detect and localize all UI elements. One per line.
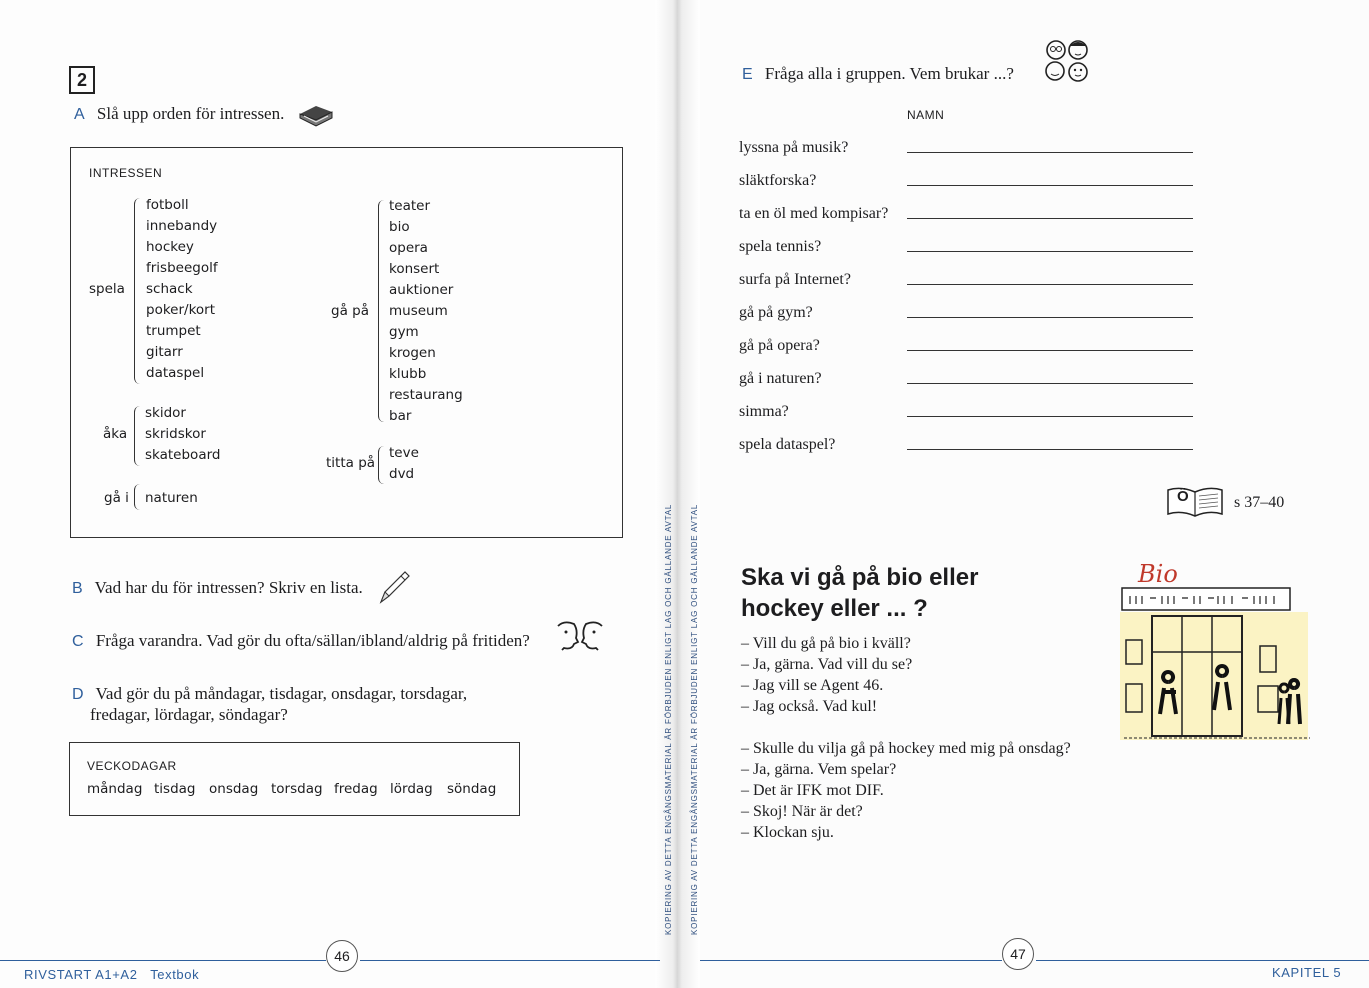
weekday-item: onsdag bbox=[209, 781, 259, 797]
task-d-line2: fredagar, lördagar, söndagar? bbox=[90, 705, 288, 724]
dialog-line: – Jag vill se Agent 46. bbox=[741, 677, 884, 694]
task-b bbox=[72, 578, 363, 598]
footer-chapter: KAPITEL 5 bbox=[1272, 965, 1342, 980]
copyright-notice-right: KOPIERING AV DETTA ENGÅNGSMATERIAL ÄR FÖRBJUDEN ENLIGT LAG OCH GÄLLANDE AVTAL bbox=[690, 503, 699, 935]
answer-line bbox=[907, 185, 1193, 186]
two-faces-talking-icon bbox=[554, 620, 606, 654]
dialog-line: – Ja, gärna. Vem spelar? bbox=[741, 761, 897, 778]
brace-ga-i bbox=[134, 484, 140, 510]
interest-item: konsert bbox=[389, 261, 440, 277]
answer-line bbox=[907, 251, 1193, 252]
task-e bbox=[742, 64, 1014, 84]
question-item: gå på opera? bbox=[739, 337, 820, 354]
task-d-line1: Vad gör du på måndagar, tisdagar, onsdagar, torsdagar, bbox=[95, 684, 468, 703]
open-book-icon bbox=[1166, 486, 1224, 518]
answer-line bbox=[907, 152, 1193, 153]
verb-ga-pa: gå på bbox=[331, 303, 369, 319]
task-a-letter: A bbox=[74, 106, 85, 123]
weekdays-heading: VECKODAGAR bbox=[87, 759, 177, 773]
brace-aka bbox=[134, 406, 141, 466]
question-item: simma? bbox=[739, 403, 789, 420]
dialog-line: – Jag också. Vad kul! bbox=[741, 698, 878, 715]
task-a bbox=[74, 104, 284, 124]
footer-line-right-b bbox=[1036, 960, 1369, 961]
weekday-item: lördag bbox=[390, 781, 433, 797]
footer-line-right-a bbox=[700, 960, 1002, 961]
interest-item: restaurang bbox=[389, 387, 463, 403]
dictionary-book-icon bbox=[298, 102, 334, 128]
weekdays-box bbox=[69, 742, 520, 816]
interest-item: schack bbox=[146, 281, 193, 297]
verb-aka: åka bbox=[103, 426, 128, 442]
interest-item: gitarr bbox=[146, 344, 183, 360]
interest-item: skateboard bbox=[145, 447, 221, 463]
question-item: lyssna på musik? bbox=[739, 139, 849, 156]
group-faces-icon bbox=[1042, 38, 1092, 84]
dialog-line: – Vill du gå på bio i kväll? bbox=[741, 635, 911, 652]
task-d-letter: D bbox=[72, 686, 84, 703]
interest-item: museum bbox=[389, 303, 448, 319]
task-d bbox=[72, 684, 467, 704]
interest-item: frisbeegolf bbox=[146, 260, 218, 276]
interest-item: auktioner bbox=[389, 282, 454, 298]
interest-item: bio bbox=[389, 219, 410, 235]
dialog-line: – Ja, gärna. Vad vill du se? bbox=[741, 656, 913, 673]
verb-titta-pa: titta på bbox=[326, 455, 376, 471]
answer-line bbox=[907, 218, 1193, 219]
question-item: gå på gym? bbox=[739, 304, 813, 321]
task-c bbox=[72, 631, 530, 651]
weekday-item: tisdag bbox=[154, 781, 196, 797]
interest-item: trumpet bbox=[146, 323, 201, 339]
task-c-text: Fråga varandra. Vad gör du ofta/sällan/ibland/aldrig på fritiden? bbox=[95, 631, 530, 650]
interest-item: skidor bbox=[145, 405, 186, 421]
interest-item: teater bbox=[389, 198, 431, 214]
verb-spela: spela bbox=[89, 281, 125, 297]
interest-item: skridskor bbox=[145, 426, 206, 442]
weekday-item: måndag bbox=[87, 781, 143, 797]
interests-heading: INTRESSEN bbox=[89, 166, 163, 180]
dialog-title-line1: Ska vi gå på bio eller bbox=[741, 564, 979, 591]
brace-ga-pa bbox=[378, 200, 385, 422]
footer-book-title bbox=[24, 967, 199, 982]
answer-line bbox=[907, 449, 1193, 450]
pencil-icon bbox=[377, 570, 411, 606]
interest-item: teve bbox=[389, 445, 419, 461]
copyright-notice-left: KOPIERING AV DETTA ENGÅNGSMATERIAL ÄR FÖRBJUDEN ENLIGT LAG OCH GÄLLANDE AVTAL bbox=[664, 503, 673, 935]
interest-item: bar bbox=[389, 408, 412, 424]
interest-item: klubb bbox=[389, 366, 427, 382]
task-b-letter: B bbox=[72, 580, 83, 597]
answer-line bbox=[907, 383, 1193, 384]
dialog-line: – Skoj! När är det? bbox=[741, 803, 863, 820]
question-item: spela dataspel? bbox=[739, 436, 836, 453]
verb-ga-i: gå i bbox=[104, 490, 129, 506]
exercise-ref-pages: s 37–40 bbox=[1234, 494, 1285, 511]
task-b-text: Vad har du för intressen? Skriv en lista. bbox=[94, 578, 363, 597]
weekday-item: söndag bbox=[447, 781, 497, 797]
interest-item: poker/kort bbox=[146, 302, 216, 318]
weekday-item: torsdag bbox=[271, 781, 323, 797]
brace-titta-pa bbox=[378, 446, 385, 484]
question-item: gå i naturen? bbox=[739, 370, 822, 387]
dialog-title bbox=[741, 562, 978, 624]
brace-spela bbox=[134, 198, 141, 384]
footer-type: Textbok bbox=[150, 967, 200, 982]
footer-book: RIVSTART A1+A2 bbox=[24, 967, 138, 982]
dialog-title-line2: hockey eller ... ? bbox=[741, 595, 928, 622]
section-number: 2 bbox=[69, 66, 95, 94]
task-e-text: Fråga alla i gruppen. Vem brukar ...? bbox=[764, 64, 1014, 83]
answer-line bbox=[907, 350, 1193, 351]
interest-item: opera bbox=[389, 240, 428, 256]
page-number-left: 46 bbox=[326, 940, 358, 972]
interest-item: naturen bbox=[145, 490, 198, 506]
cinema-sign: Bio bbox=[1138, 560, 1178, 588]
interest-item: gym bbox=[389, 324, 419, 340]
page-number-right: 47 bbox=[1002, 938, 1034, 970]
task-a-text: Slå upp orden för intressen. bbox=[96, 104, 285, 123]
dialog-line: – Klockan sju. bbox=[741, 824, 834, 841]
answer-line bbox=[907, 416, 1193, 417]
answer-line bbox=[907, 284, 1193, 285]
dialog-line: – Skulle du vilja gå på hockey med mig på onsdag? bbox=[741, 740, 1071, 757]
name-column-header: NAMN bbox=[907, 108, 945, 122]
question-item: släktforska? bbox=[739, 172, 817, 189]
dialog-line: – Det är IFK mot DIF. bbox=[741, 782, 884, 799]
interest-item: innebandy bbox=[146, 218, 218, 234]
task-c-letter: C bbox=[72, 633, 84, 650]
exercise-ref-letter: Ö bbox=[1177, 488, 1189, 505]
interest-item: fotboll bbox=[146, 197, 189, 213]
question-item: spela tennis? bbox=[739, 238, 822, 255]
interest-item: dataspel bbox=[146, 365, 205, 381]
footer-line-left-b bbox=[360, 960, 660, 961]
task-e-letter: E bbox=[742, 66, 753, 83]
answer-line bbox=[907, 317, 1193, 318]
footer-line-left-a bbox=[0, 960, 326, 961]
interest-item: dvd bbox=[389, 466, 415, 482]
question-item: surfa på Internet? bbox=[739, 271, 851, 288]
weekday-item: fredag bbox=[334, 781, 378, 797]
question-item: ta en öl med kompisar? bbox=[739, 205, 889, 222]
interest-item: krogen bbox=[389, 345, 436, 361]
interest-item: hockey bbox=[146, 239, 194, 255]
